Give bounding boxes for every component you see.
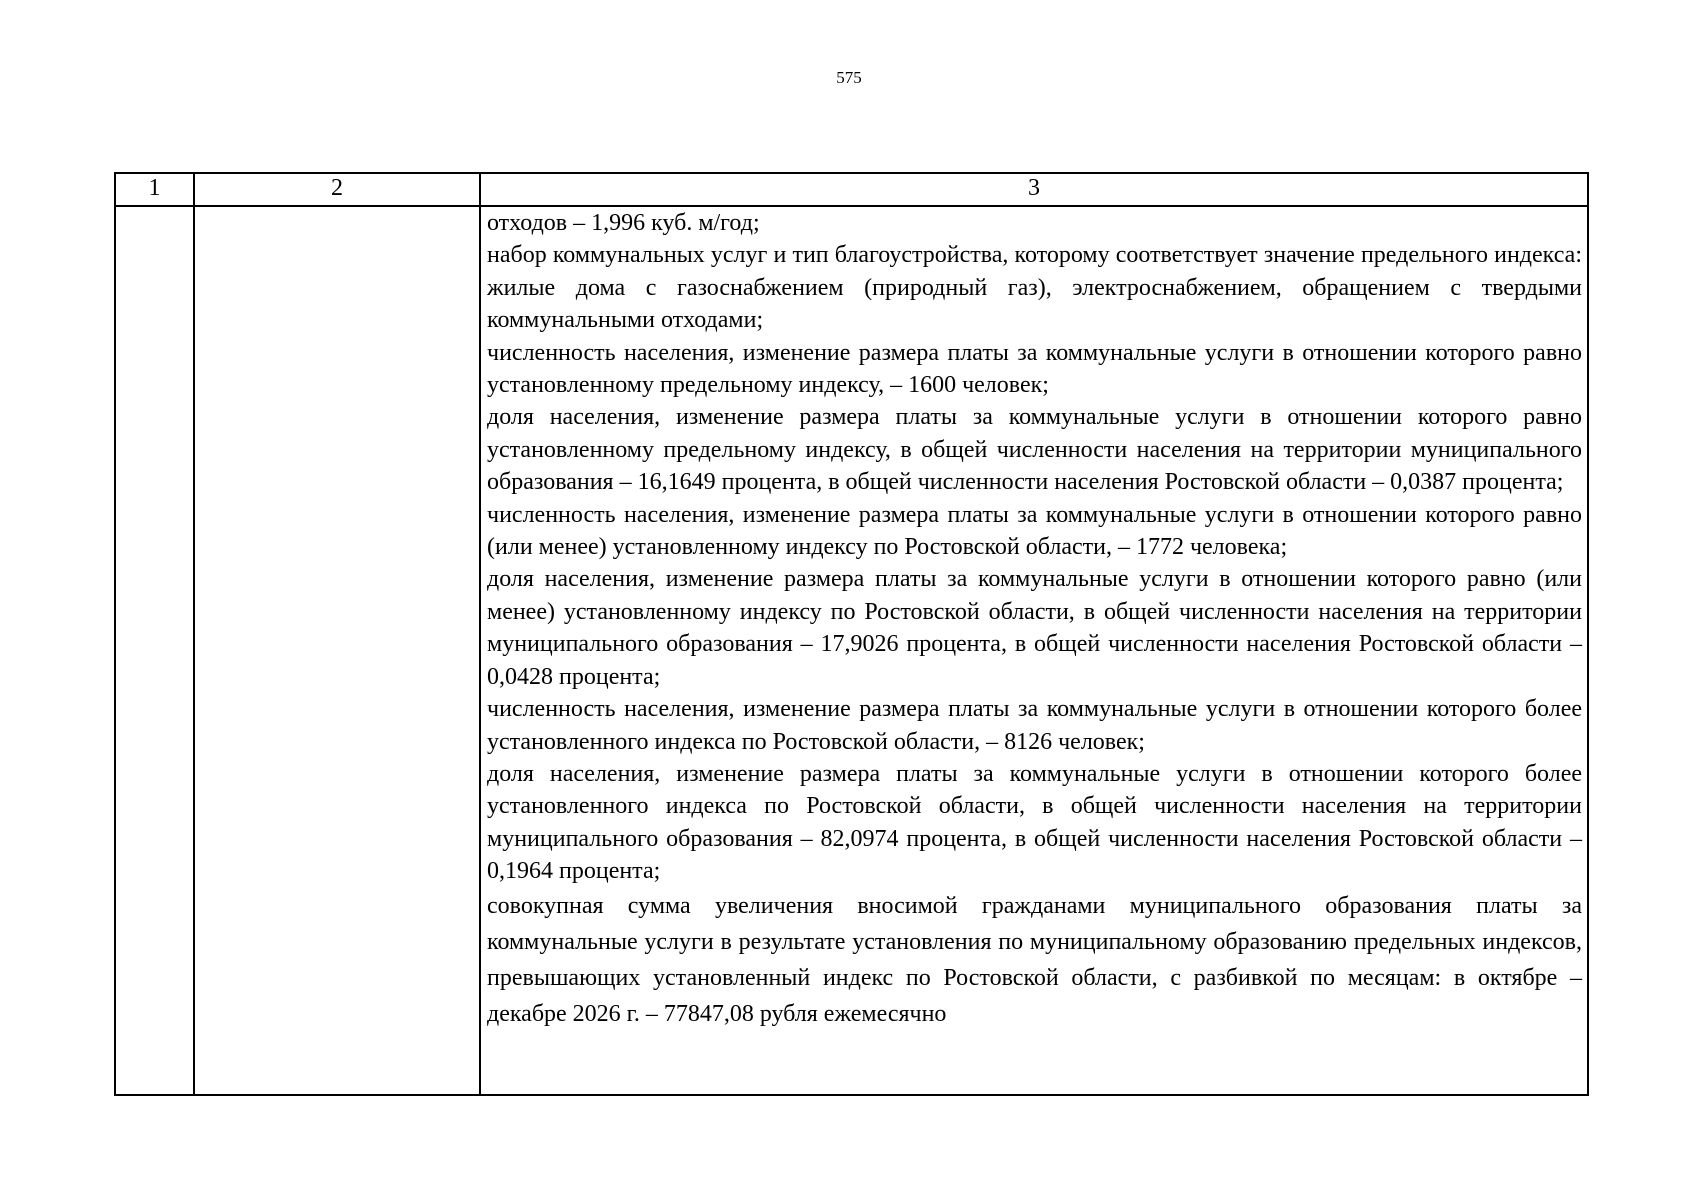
paragraph-population-more: численность населения, изменение размера платы за коммунальные услуги в отношении которого более установленного индекса по Ростовской области, – 8126 человек; — [487, 696, 1582, 755]
page-number: 575 — [836, 68, 862, 87]
table-header-row — [115, 173, 1588, 206]
paragraph-total-increase: совокупная сумма увеличения вносимой гражданами муниципального образования платы за коммунальные услуги в результате установления по муниципальному образованию предельных индексов, превышающих установленный индекс по Ростовской области, с разбивкой по месяцам: в октябре – декабре 2026 г. – 77847,08 рубля ежемесячно — [487, 892, 1582, 1027]
cell-column-3 — [480, 206, 1588, 1095]
column-header-2: 2 — [194, 173, 480, 206]
paragraph-utility-set: набор коммунальных услуг и тип благоустройства, которому соответствует значение предельного индекса: жилые дома с газоснабжением (природный газ), электроснабжением, обращением с твердыми коммунальными отходами; — [487, 242, 1582, 334]
cell-column-2 — [194, 206, 480, 1095]
paragraph-population-equal: численность населения, изменение размера платы за коммунальные услуги в отношении которого равно установленному предельному индексу, – 1600 человек; — [487, 339, 1582, 399]
paragraph-waste-volume: отходов – 1,996 куб. м/год; — [487, 210, 760, 236]
cell-column-1 — [115, 206, 194, 1095]
column-header-3: 3 — [480, 173, 1588, 206]
paragraph-share-equal-or-less: доля населения, изменение размера платы за коммунальные услуги в отношении которого равно (или менее) установленному индексу по Ростовской области, в общей численности населения на территории муниципального образования – 17,9026 процента, в общей численности населения Ростовской области – 0,0428 процента; — [487, 566, 1582, 690]
paragraph-share-equal: доля населения, изменение размера платы за коммунальные услуги в отношении которого равно установленному предельному индексу, в общей численности населения на территории муниципального образования – 16,1649 процента, в общей численности населения Ростовской области – 0,0387 процента; — [487, 404, 1582, 496]
document-table — [114, 172, 1589, 1096]
column-header-1: 1 — [115, 173, 194, 206]
table-row — [115, 206, 1588, 1095]
paragraph-population-equal-or-less: численность населения, изменение размера платы за коммунальные услуги в отношении которого равно (или менее) установленному индексу по Ростовской области, – 1772 человека; — [487, 501, 1582, 561]
paragraph-share-more: доля населения, изменение размера платы за коммунальные услуги в отношении которого более установленного индекса по Ростовской области, в общей численности населения на территории муниципального образования – 82,0974 процента, в общей численности населения Ростовской области – 0,1964 процента; — [487, 760, 1582, 885]
